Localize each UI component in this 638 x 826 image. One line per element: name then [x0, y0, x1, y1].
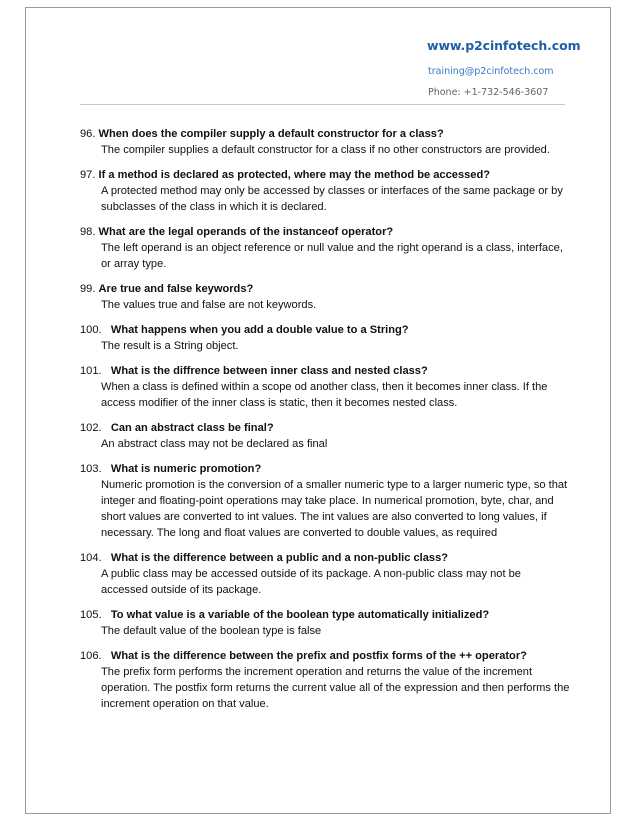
question-number: 101.: [80, 365, 111, 377]
qa-list: [80, 126, 570, 721]
question-line: [80, 648, 570, 664]
question-text: Are true and false keywords?: [98, 283, 254, 295]
question-text: What is numeric promotion?: [110, 463, 262, 475]
question-number: 97.: [80, 169, 99, 181]
question-number: 102.: [80, 422, 111, 434]
question-number: 103.: [80, 463, 111, 475]
question-text: What is the diffrence between inner class and nested class?: [110, 365, 428, 377]
answer-text: The default value of the boolean type is false: [101, 625, 322, 637]
qa-item: [80, 363, 570, 411]
qa-item: [80, 167, 570, 215]
question-line: [80, 126, 570, 142]
question-text: Can an abstract class be final?: [110, 422, 274, 434]
email-link[interactable]: training@p2cinfotech.com: [428, 66, 554, 77]
question-number: 98.: [80, 226, 99, 238]
question-line: [80, 224, 570, 240]
answer-text: A public class may be accessed outside of its package. A non-public class may not be accessed outside of its package.: [101, 568, 521, 596]
qa-item: [80, 648, 570, 712]
answer-text: The left operand is an object reference or null value and the right operand is a class, interface, or array type.: [101, 242, 563, 270]
question-text: What are the legal operands of the instanceof operator?: [98, 226, 394, 238]
header-divider: [80, 104, 565, 105]
question-number: 99.: [80, 283, 99, 295]
answer-text: The result is a String object.: [101, 340, 239, 352]
question-text: To what value is a variable of the boolean type automatically initialized?: [110, 609, 490, 621]
qa-item: [80, 322, 570, 354]
question-line: [80, 363, 570, 379]
phone-number: Phone: +1-732-546-3607: [428, 87, 549, 98]
answer-text: A protected method may only be accessed by classes or interfaces of the same package or by subclasses of the class in which it is declared.: [101, 185, 563, 213]
question-number: 105.: [80, 609, 111, 621]
answer-text: Numeric promotion is the conversion of a smaller numeric type to a larger numeric type, so that integer and floating-point operations may take place. In numerical promotion, byte, char, and short values are converted to int values. The int values are also converted to long values, if necessary. The long and float values are converted to double values, as required: [101, 479, 568, 539]
qa-item: [80, 550, 570, 598]
question-text: When does the compiler supply a default constructor for a class?: [98, 128, 444, 140]
qa-item: [80, 126, 570, 158]
question-number: 104.: [80, 552, 111, 564]
question-line: [80, 167, 570, 183]
website-link[interactable]: www.p2cinfotech.com: [427, 38, 581, 53]
question-text: What is the difference between the prefix and postfix forms of the ++ operator?: [110, 650, 527, 662]
qa-item: [80, 224, 570, 272]
question-text: If a method is declared as protected, where may the method be accessed?: [98, 169, 491, 181]
qa-item: [80, 420, 570, 452]
qa-item: [80, 607, 570, 639]
answer-text: The compiler supplies a default constructor for a class if no other constructors are provided.: [101, 144, 550, 156]
question-line: [80, 281, 570, 297]
question-number: 106.: [80, 650, 111, 662]
answer-text: The values true and false are not keywords.: [101, 299, 317, 311]
question-line: [80, 461, 570, 477]
question-line: [80, 607, 570, 623]
answer-text: When a class is defined within a scope od another class, then it becomes inner class. If the access modifier of the inner class is static, then it becomes nested class.: [101, 381, 548, 409]
page-header: [427, 38, 597, 98]
answer-text: An abstract class may not be declared as final: [101, 438, 328, 450]
question-text: What happens when you add a double value to a String?: [110, 324, 409, 336]
question-number: 100.: [80, 324, 111, 336]
answer-text: The prefix form performs the increment operation and returns the value of the increment operation. The postfix form returns the current value all of the expression and then performs the increment operation on that value.: [101, 666, 570, 710]
qa-item: [80, 281, 570, 313]
question-number: 96.: [80, 128, 99, 140]
qa-item: [80, 461, 570, 541]
question-line: [80, 420, 570, 436]
question-text: What is the difference between a public and a non-public class?: [110, 552, 449, 564]
question-line: [80, 550, 570, 566]
question-line: [80, 322, 570, 338]
